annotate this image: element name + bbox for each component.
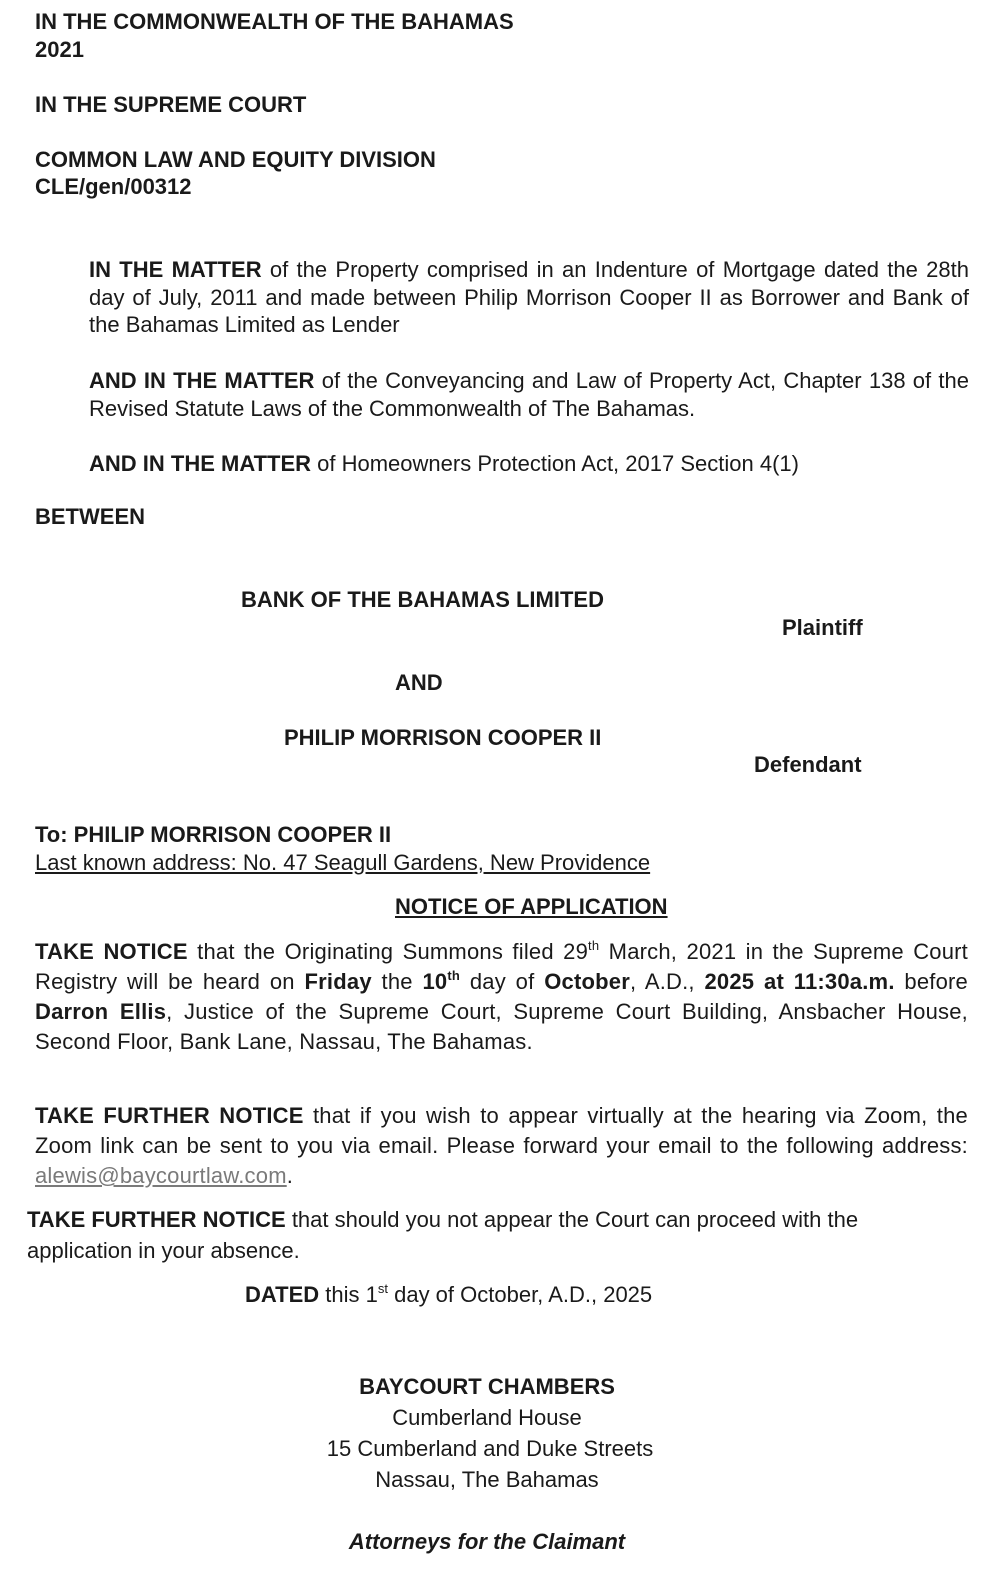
matter-text: of the Property comprised in an Indenture of Mortgage dated the 28th day of July, 2011 and made between Philip Morrison Cooper II as Borrower and Bank of the Bahamas Limited as Lender	[89, 257, 969, 337]
attorney-role: Attorneys for the Claimant	[348, 1529, 626, 1554]
court-name: IN THE SUPREME COURT	[35, 92, 307, 117]
jurisdiction-heading: IN THE COMMONWEALTH OF THE BAHAMAS	[35, 9, 514, 34]
plaintiff-name: BANK OF THE BAHAMAS LIMITED	[241, 587, 604, 612]
dated-text: this 1	[319, 1282, 378, 1307]
matter-paragraph-1	[89, 256, 969, 339]
addressee-address: Last known address: No. 47 Seagull Gardens, New Providence	[35, 850, 651, 875]
firm-address-line-1: Cumberland House	[392, 1405, 582, 1430]
matter-text: of Homeowners Protection Act, 2017 Section 4(1)	[311, 451, 799, 476]
division-name: COMMON LAW AND EQUITY DIVISION	[35, 147, 436, 172]
notice-lead: TAKE FURTHER NOTICE	[27, 1207, 286, 1232]
notice-paragraph-2	[35, 1101, 968, 1191]
dated-lead: DATED	[245, 1282, 320, 1307]
dated-text: day of October, A.D., 2025	[387, 1282, 653, 1307]
notice-text: that the Originating Summons filed 29	[187, 939, 589, 964]
defendant-role: Defendant	[754, 752, 862, 777]
matter-text: of the Conveyancing and Law of Property Act, Chapter 138 of the Revised Statute Laws of the Commonwealth of The Bahamas.	[89, 368, 969, 421]
hearing-day: Friday	[304, 969, 372, 994]
notice-text: that should you not appear the Court can proceed with the application in your absence.	[27, 1207, 859, 1263]
email-link[interactable]: alewis@baycourtlaw.com	[35, 1163, 287, 1188]
case-number: CLE/gen/00312	[35, 174, 192, 199]
matter-lead: AND IN THE MATTER	[89, 368, 315, 393]
ordinal-suffix: st	[377, 1281, 388, 1296]
notice-text: March, 2021 in the Supreme Court Registry will be heard on	[35, 939, 968, 994]
notice-title: NOTICE OF APPLICATION	[395, 894, 668, 919]
notice-text: .	[286, 1163, 294, 1188]
case-year: 2021	[35, 37, 84, 62]
matter-lead: IN THE MATTER	[89, 257, 262, 282]
firm-name: BAYCOURT CHAMBERS	[359, 1374, 615, 1399]
firm-address-line-3: Nassau, The Bahamas	[375, 1467, 599, 1492]
defendant-name: PHILIP MORRISON COOPER II	[284, 725, 602, 750]
judge-name: Darron Ellis	[35, 999, 167, 1024]
notice-text: day of	[460, 969, 545, 994]
hearing-month: October	[544, 969, 630, 994]
between-label: BETWEEN	[35, 504, 145, 529]
notice-text: , Justice of the Supreme Court, Supreme Court Building, Ansbacher House, Second Floor, Bank Lane, Nassau, The Bahamas.	[35, 999, 968, 1054]
notice-text: before	[894, 969, 968, 994]
notice-lead: TAKE FURTHER NOTICE	[35, 1103, 304, 1128]
matter-lead: AND IN THE MATTER	[89, 451, 312, 476]
plaintiff-role: Plaintiff	[782, 615, 863, 640]
hearing-date: 10th	[422, 968, 461, 994]
notice-text: , A.D.,	[629, 969, 705, 994]
notice-paragraph-1	[35, 937, 968, 1057]
notice-lead: TAKE NOTICE	[35, 939, 188, 964]
addressee-name: To: PHILIP MORRISON COOPER II	[35, 822, 392, 847]
notice-text: that if you wish to appear virtually at the hearing via Zoom, the Zoom link can be sent to you via email. Please forward your email to the following address:	[35, 1103, 968, 1158]
ordinal-suffix: th	[588, 938, 600, 953]
firm-address-line-2: 15 Cumberland and Duke Streets	[326, 1436, 654, 1461]
matter-paragraph-2	[89, 367, 969, 422]
matter-paragraph-3	[89, 450, 969, 478]
notice-paragraph-3	[27, 1204, 962, 1266]
hearing-year-time: 2025 at 11:30a.m.	[704, 969, 895, 994]
dated-line	[245, 1282, 652, 1308]
notice-text: the	[371, 969, 423, 994]
and-label: AND	[395, 670, 443, 695]
